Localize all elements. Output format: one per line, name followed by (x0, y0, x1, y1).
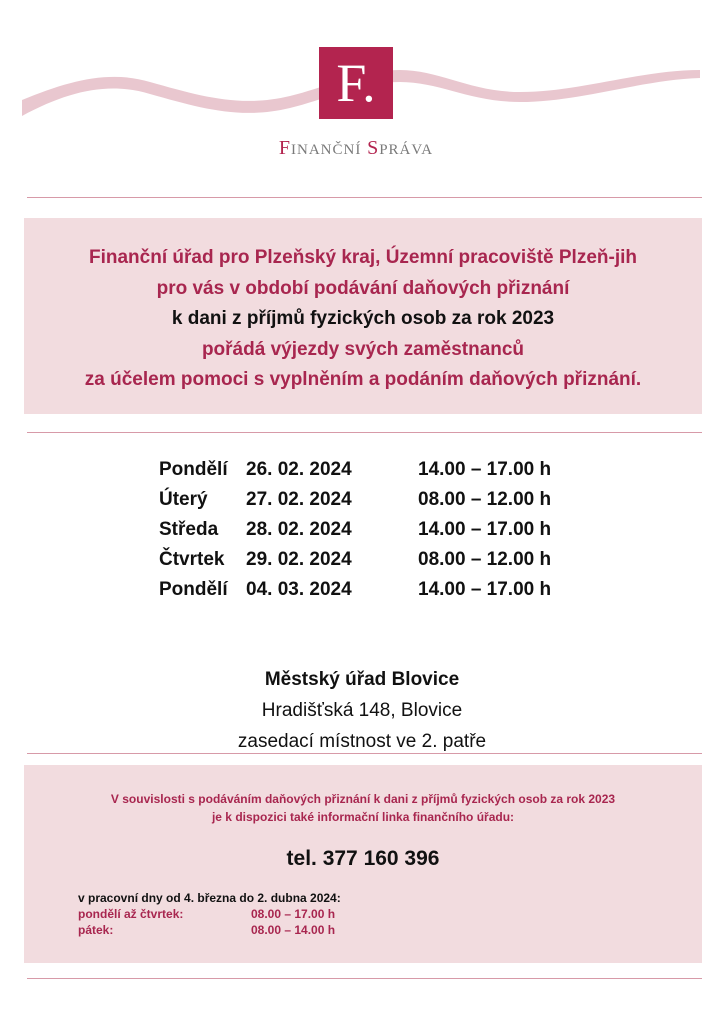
intro-line-2: pro vás v období podávání daňových přiznání (156, 278, 570, 299)
hours-title: v pracovní dny od 4. března do 2. dubna 2024: (78, 891, 341, 905)
schedule-day: Pondělí (159, 459, 228, 480)
schedule-time: 14.00 – 17.00 h (418, 519, 552, 540)
hours-days: pondělí až čtvrtek: (78, 907, 184, 921)
intro-line-3: k dani z příjmů fyzických osob za rok 2023 (171, 308, 555, 329)
intro-panel (24, 218, 702, 414)
info-line-1: V souvislosti s podáváním daňových přiznání k dani z příjmů fyzických osob za rok 2023 (110, 792, 616, 806)
info-panel (24, 765, 702, 963)
schedule-time: 08.00 – 12.00 h (418, 489, 552, 510)
schedule-table (159, 456, 589, 606)
hours-time: 08.00 – 14.00 h (251, 923, 336, 937)
divider (27, 197, 702, 198)
hours-days: pátek: (78, 923, 114, 937)
schedule-row (159, 546, 589, 576)
brand-word-2: PRÁVA (379, 142, 434, 158)
logo-dot: . (362, 53, 376, 113)
schedule-date: 28. 02. 2024 (246, 519, 352, 540)
divider (27, 978, 702, 979)
schedule-time: 08.00 – 12.00 h (418, 549, 552, 570)
schedule-day: Úterý (159, 489, 208, 510)
info-line-2: je k dispozici také informační linka finančního úřadu: (211, 810, 515, 824)
schedule-day: Středa (159, 519, 219, 540)
hours-time: 08.00 – 17.00 h (251, 907, 336, 921)
brand-initial-1: F (278, 137, 291, 159)
divider (27, 432, 702, 433)
brand-word-1: INANČNÍ (291, 142, 362, 158)
logo-letter: F (336, 53, 363, 113)
phone-number: tel. 377 160 396 (286, 847, 440, 870)
schedule-date: 04. 03. 2024 (246, 579, 352, 600)
schedule-date: 26. 02. 2024 (246, 459, 352, 480)
logo-mark (319, 47, 393, 119)
schedule-day: Pondělí (159, 579, 228, 600)
brand-name (200, 137, 512, 160)
schedule-row (159, 576, 589, 606)
venue-address: Hradišťská 148, Blovice (261, 700, 463, 721)
brand-initial-2: S (367, 137, 380, 159)
intro-line-1: Finanční úřad pro Plzeňský kraj, Územní pracoviště Plzeň-jih (89, 247, 637, 268)
intro-line-4: pořádá výjezdy svých zaměstnanců (201, 339, 525, 360)
venue-name: Městský úřad Blovice (264, 669, 460, 690)
hours-row (78, 923, 478, 939)
schedule-date: 27. 02. 2024 (246, 489, 352, 510)
hours-row (78, 907, 478, 923)
venue-room: zasedací místnost ve 2. patře (237, 731, 487, 752)
schedule-row (159, 486, 589, 516)
schedule-day: Čtvrtek (159, 549, 225, 570)
intro-line-5: za účelem pomoci s vyplněním a podáním daňových přiznání. (84, 369, 642, 390)
schedule-row (159, 516, 589, 546)
schedule-time: 14.00 – 17.00 h (418, 579, 552, 600)
schedule-date: 29. 02. 2024 (246, 549, 352, 570)
schedule-time: 14.00 – 17.00 h (418, 459, 552, 480)
schedule-row (159, 456, 589, 486)
divider (27, 753, 702, 754)
